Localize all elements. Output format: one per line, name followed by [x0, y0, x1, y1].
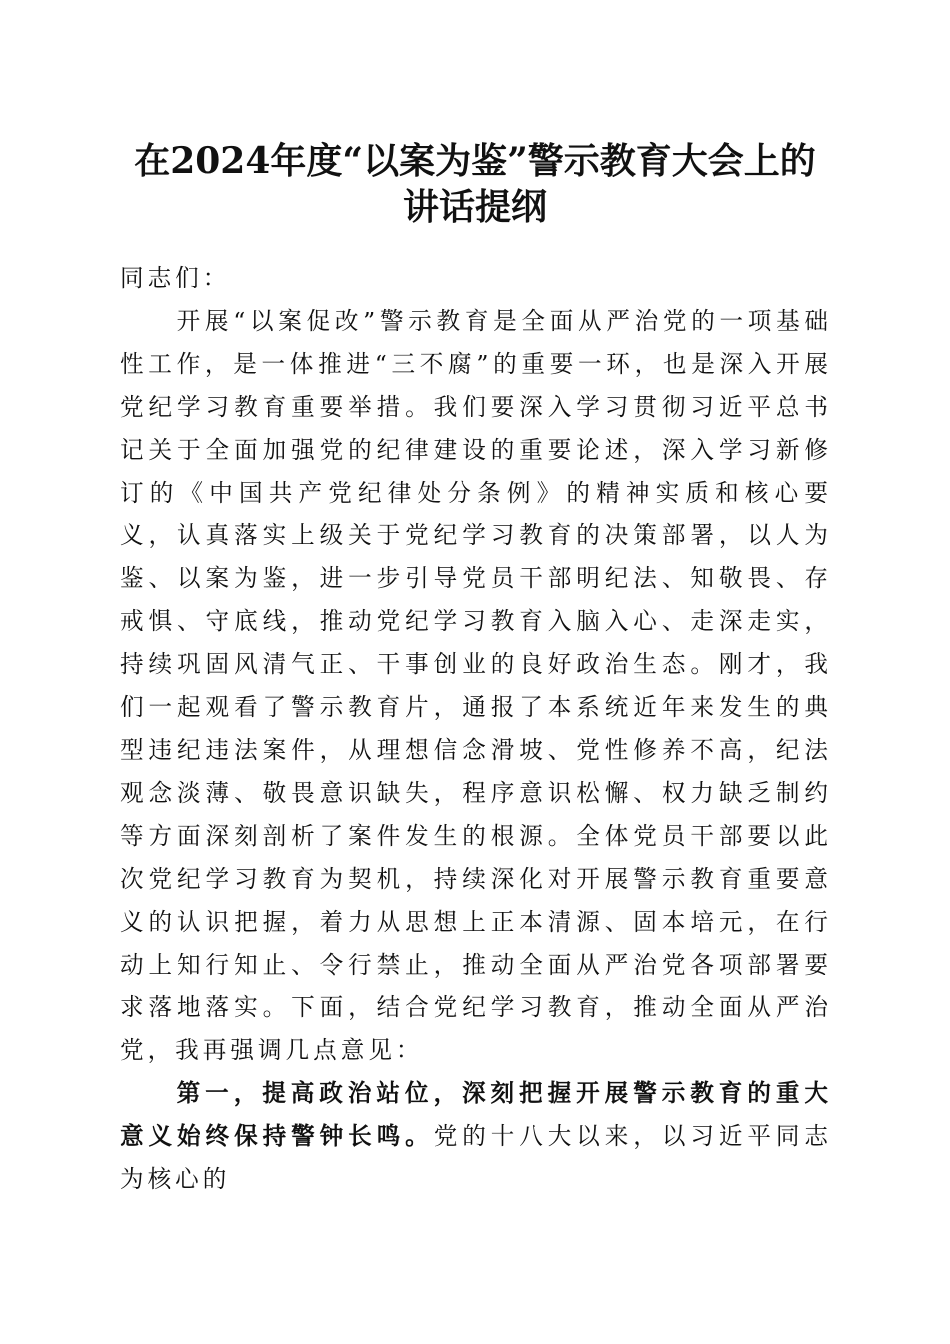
salutation: 同志们：	[120, 264, 231, 292]
section-paragraph	[120, 1072, 832, 1201]
body-paragraph: 开展“以案促改”警示教育是全面从严治党的一项基础性工作，是一体推进“三不腐”的重要一环，也是深入开展党纪学习教育重要举措。我们要深入学习贯彻习近平总书记关于全面加强党的纪律建设的重要论述，深入学习新修订的《中国共产党纪律处分条例》的精神实质和核心要义，认真落实上级关于党纪学习教育的决策部署，以人为鉴、以案为鉴，进一步引导党员干部明纪法、知敬畏、存戒惧、守底线，推动党纪学习教育入脑入心、走深走实，持续巩固风清气正、干事创业的良好政治生态。刚才，我们一起观看了警示教育片，通报了本系统近年来发生的典型违纪违法案件，从理想信念滑坡、党性修养不高，纪法观念淡薄、敬畏意识缺失，程序意识松懈、权力缺乏制约等方面深刻剖析了案件发生的根源。全体党员干部要以此次党纪学习教育为契机，持续深化对开展警示教育重要意义的认识把握，着力从思想上正本清源、固本培元，在行动上知行知止、令行禁止，推动全面从严治党各项部署要求落地落实。下面，结合党纪学习教育，推动全面从严治党，我再强调几点意见：	[120, 306, 832, 1065]
section-text: 党的十八大以来，以习近平同志为核心的	[120, 1122, 833, 1194]
title-line-2: 讲话提纲	[402, 186, 547, 228]
document-body	[120, 257, 832, 1201]
title-line-1: 在2024年度“以案为鉴”警示教育大会上的	[134, 140, 816, 182]
document-title	[100, 138, 850, 230]
section-heading: 第一，提高政治站位，深刻把握开展警示教育的重大意义始终保持警钟长鸣。	[120, 1079, 832, 1151]
